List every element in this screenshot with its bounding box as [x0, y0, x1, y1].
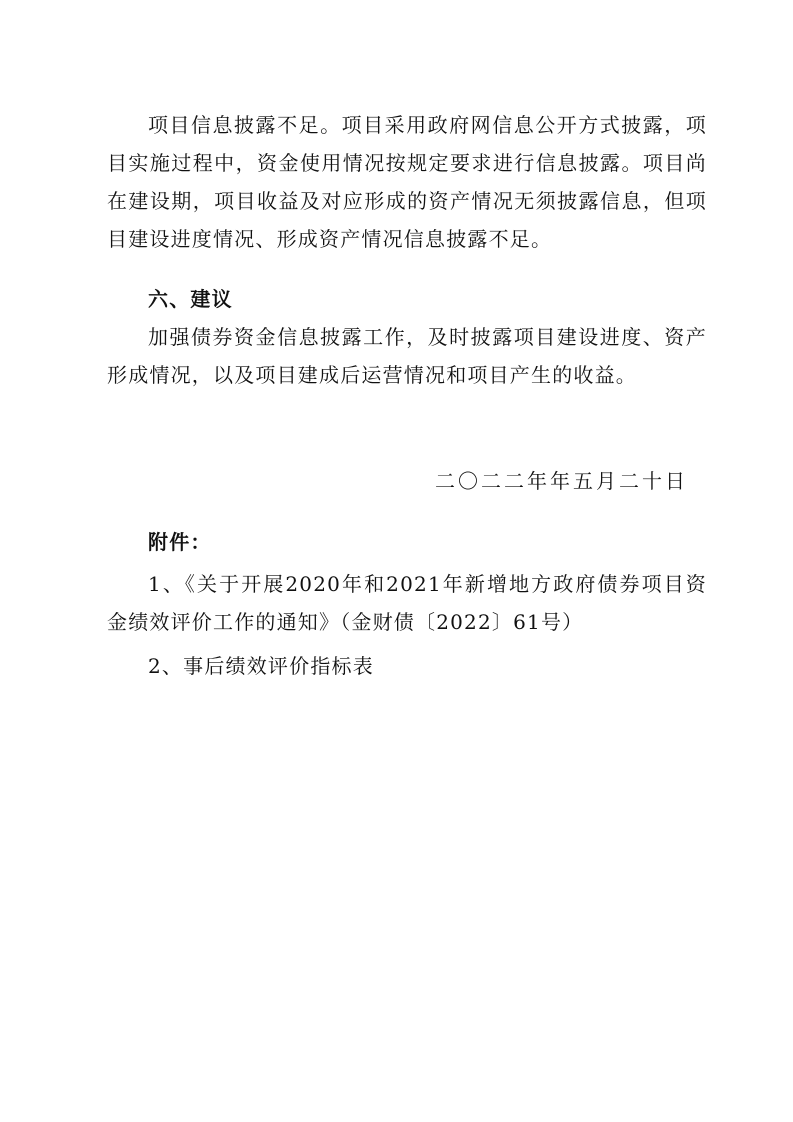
section-heading-suggestions: 六、建议	[148, 287, 233, 311]
document-date: 二〇二二年年五月二十日	[435, 469, 688, 493]
attachment-item-2: 2、事后绩效评价指标表	[148, 654, 374, 678]
attachment-item-1: 1、《关于开展2020年和2021年新增地方政府债券项目资金绩效评价工作的通知》（金财债〔2022〕61号）	[107, 572, 707, 634]
attachments-title: 附件：	[148, 530, 212, 554]
paragraph-suggestion: 加强债券资金信息披露工作，及时披露项目建设进度、资产形成情况，以及项目建成后运营情况和项目产生的收益。	[107, 325, 707, 387]
paragraph-disclosure: 项目信息披露不足。项目采用政府网信息公开方式披露，项目实施过程中，资金使用情况按规定要求进行信息披露。项目尚在建设期，项目收益及对应形成的资产情况无须披露信息，但项目建设进度情况、形成资产情况信息披露不足。	[107, 113, 707, 251]
